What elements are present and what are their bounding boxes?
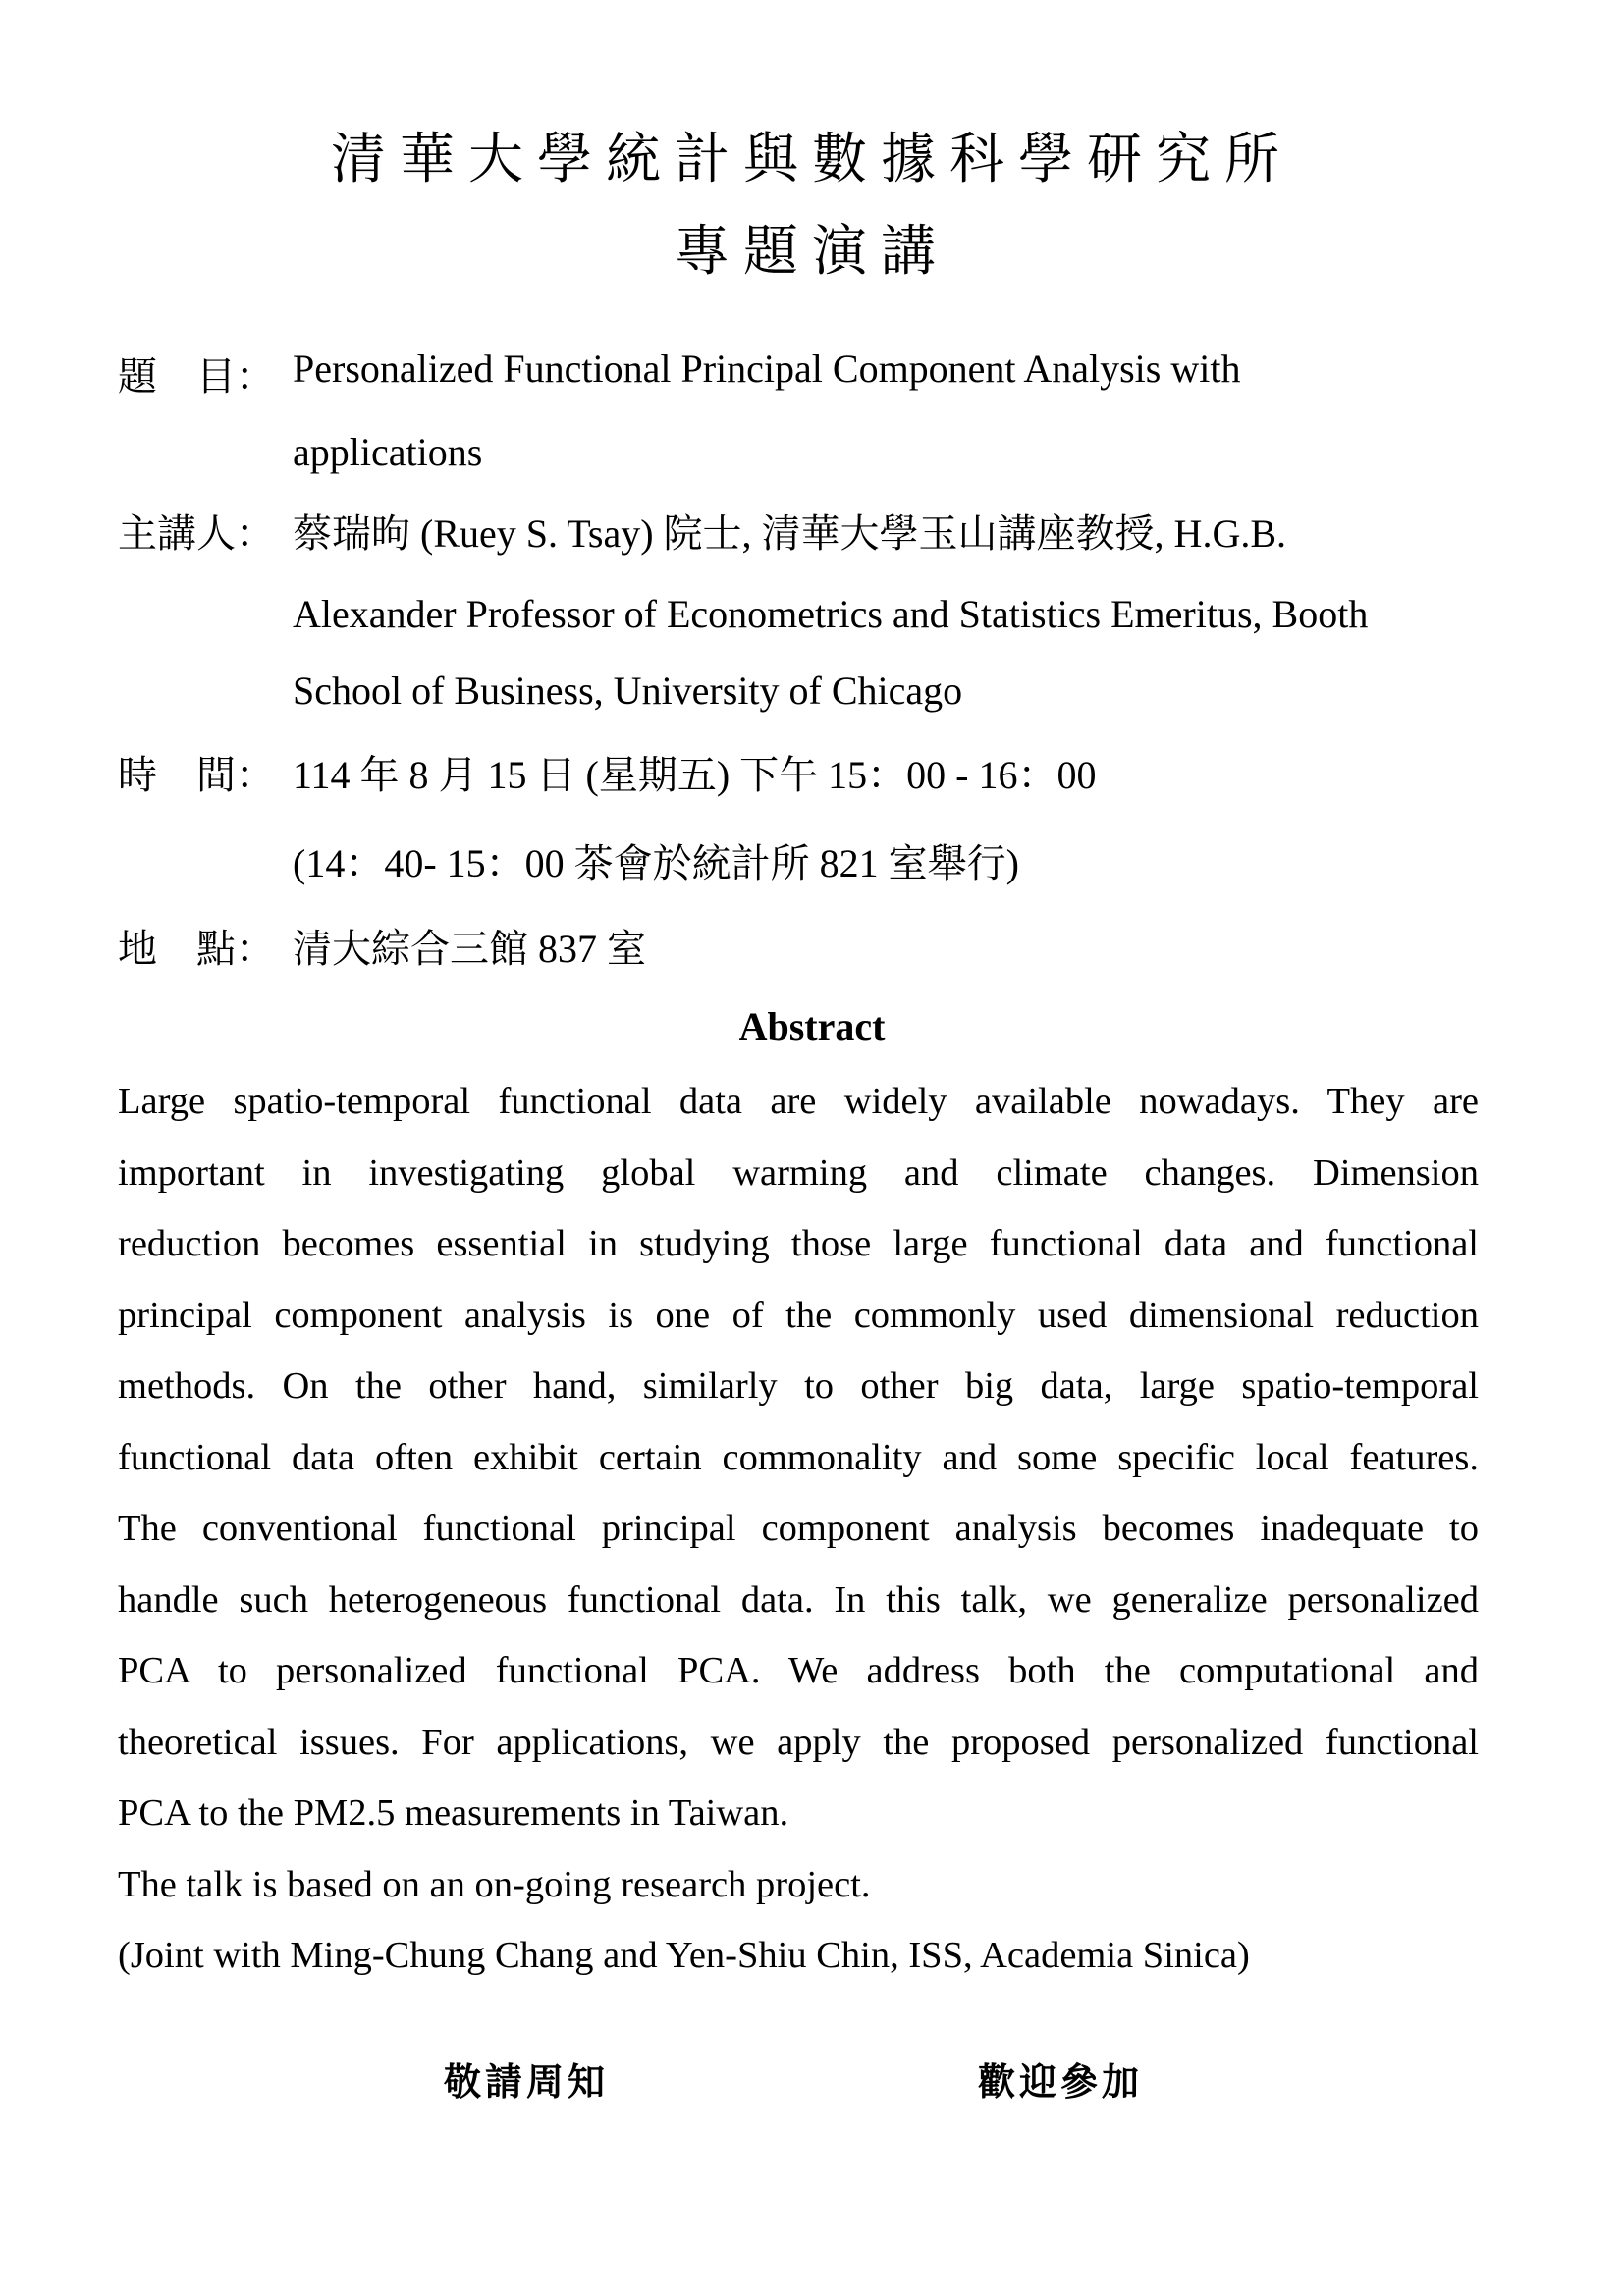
abstract-line: PCA to personalized functional PCA. We address both the computational and xyxy=(118,1650,1479,1691)
event-type-title: 專題演講 xyxy=(675,222,949,283)
speaker-row xyxy=(118,503,1287,559)
abstract-line: functional data often exhibit certain commonality and some specific local features. xyxy=(118,1436,1479,1478)
speaker-label: 主講人： xyxy=(118,511,275,556)
abstract-line: principal component analysis is one of the commonly used dimensional reduction xyxy=(118,1294,1479,1336)
abstract-line: reduction becomes essential in studying those large functional data and functional xyxy=(118,1223,1479,1264)
abstract-line: methods. On the other hand, similarly to other big data, large spatio-temporal xyxy=(118,1365,1479,1407)
speaker-value-cont-1: Alexander Professor of Econometrics and Statistics Emeritus, Booth xyxy=(293,592,1369,636)
topic-value: Personalized Functional Principal Component Analysis with xyxy=(293,347,1241,391)
topic-value-cont: applications xyxy=(293,430,483,474)
institute-title: 清華大學統計與數據科學研究所 xyxy=(331,130,1293,190)
abstract-line: Large spatio-temporal functional data are widely available nowadays. They are xyxy=(118,1081,1479,1122)
abstract-line: handle such heterogeneous functional data. In this talk, we generalize personalized xyxy=(118,1578,1479,1621)
topic-row xyxy=(118,346,1241,401)
abstract-joint-authors: (Joint with Ming-Chung Chang and Yen-Shiu Chin, ISS, Academia Sinica) xyxy=(118,1935,1250,1976)
topic-label: 題 目： xyxy=(118,354,275,399)
location-row xyxy=(118,918,646,974)
abstract-heading: Abstract xyxy=(738,1004,886,1048)
footer-welcome: 歡迎參加 xyxy=(978,2062,1144,2104)
abstract-line: important in investigating global warming and climate changes. Dimension xyxy=(118,1151,1479,1194)
time-value-cont: (14：40- 15：00 茶會於統計所 821 室舉行) xyxy=(293,841,1019,885)
abstract-line: PCA to the PM2.5 measurements in Taiwan. xyxy=(118,1792,789,1834)
time-label: 時 間： xyxy=(118,753,275,797)
abstract-note: The talk is based on an on-going research project. xyxy=(118,1863,871,1905)
speaker-value: 蔡瑞昫 (Ruey S. Tsay) 院士, 清華大學玉山講座教授, H.G.B. xyxy=(293,511,1287,556)
time-row xyxy=(118,744,1097,800)
location-label: 地 點： xyxy=(118,927,275,971)
speaker-value-cont-2: School of Business, University of Chicago xyxy=(293,668,963,713)
abstract-body xyxy=(118,1066,1479,1992)
abstract-line: The conventional functional principal component analysis becomes inadequate to xyxy=(118,1508,1479,1549)
footer-please-note: 敬請周知 xyxy=(444,2062,610,2104)
abstract-line: theoretical issues. For applications, we apply the proposed personalized functional xyxy=(118,1721,1479,1763)
location-value: 清大綜合三館 837 室 xyxy=(293,927,646,971)
time-value: 114 年 8 月 15 日 (星期五) 下午 15：00 - 16：00 xyxy=(293,753,1097,797)
